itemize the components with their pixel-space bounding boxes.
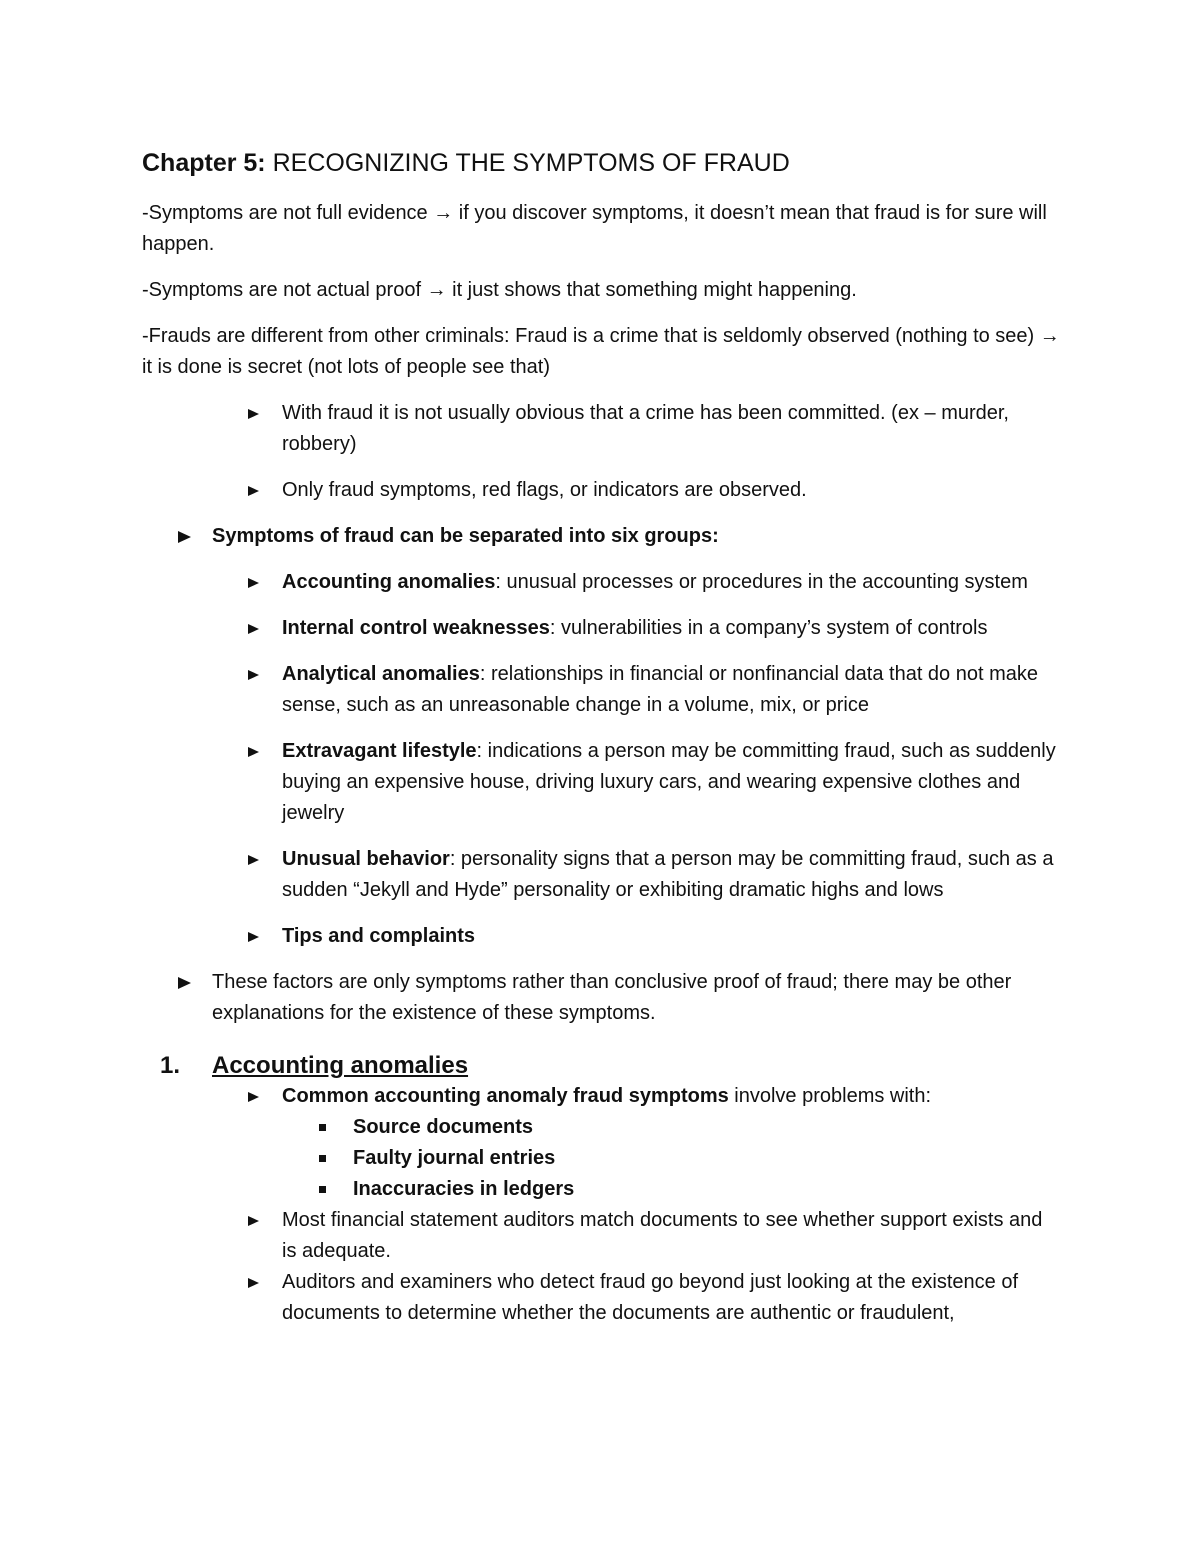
list-item: Source documents [142,1112,1062,1143]
arrow-bullet-icon [178,977,191,989]
groups-heading-list [142,521,1062,552]
section1-intro-list [142,1081,1062,1112]
arrow-bullet-icon [248,1278,259,1288]
arrow-bullet-icon [248,409,259,419]
list-item: Extravagant lifestyle: indications a person may be committing fraud, such as suddenly buying an expensive house, driving luxury cars, and wearing expensive clothes and jewelry [142,736,1062,829]
list-item: Inaccuracies in ledgers [142,1174,1062,1205]
arrow-bullet-icon [248,855,259,865]
chapter-title [142,146,1062,180]
section-title: Accounting anomalies [212,1052,469,1079]
arrow-bullet-icon [248,932,259,942]
fraud-groups-list [142,567,1062,952]
section1-bullets-list [142,1205,1062,1329]
arrow-bullet-icon [178,531,191,543]
arrow-bullet-icon [248,1092,259,1102]
list-item: Unusual behavior: personality signs that a person may be committing fraud, such as a sudden “Jekyll and Hyde” personality or exhibiting dramatic highs and lows [142,844,1062,906]
list-item: Only fraud symptoms, red flags, or indicators are observed. [142,475,1062,506]
factors-note-list [142,967,1062,1029]
arrow-bullet-icon [248,624,259,634]
chapter-title-lead: Chapter 5: [142,149,266,177]
crime-bullet-list [142,398,1062,506]
square-bullet-icon [319,1186,326,1193]
section-number: 1. [160,1052,181,1079]
paragraph-symptoms-evidence: -Symptoms are not full evidence → if you discover symptoms, it doesn’t mean that fraud is for sure will happen. [142,202,1047,255]
section-heading-accounting-anomalies [142,1051,1062,1081]
arrow-bullet-icon [248,747,259,757]
list-item [142,967,1062,1029]
chapter-title-rest: RECOGNIZING THE SYMPTOMS OF FRAUD [265,149,790,177]
arrow-bullet-icon [248,578,259,588]
square-bullet-icon [319,1155,326,1162]
section1-problems-list [142,1112,1062,1205]
document-content [142,146,1062,1329]
arrow-bullet-icon [248,670,259,680]
list-item: Common accounting anomaly fraud symptoms involve problems with: [142,1081,1062,1112]
list-item: Most financial statement auditors match documents to see whether support exists and is adequate. [142,1205,1062,1267]
list-item: Faulty journal entries [142,1143,1062,1174]
list-item: Tips and complaints [142,921,1062,952]
list-item [142,521,1062,552]
list-item: Internal control weaknesses: vulnerabilities in a company’s system of controls [142,613,1062,644]
paragraph-frauds-different: -Frauds are different from other criminals: Fraud is a crime that is seldomly observed (nothing to see) → it is done is secret (not lots of people see that) [142,325,1060,378]
groups-heading: Symptoms of fraud can be separated into six groups: [212,525,719,547]
arrow-bullet-icon [248,486,259,496]
factors-note: These factors are only symptoms rather than conclusive proof of fraud; there may be other explanations for the existence of these symptoms. [212,971,1012,1024]
arrow-bullet-icon [248,1216,259,1226]
square-bullet-icon [319,1124,326,1131]
list-item: Accounting anomalies: unusual processes or procedures in the accounting system [142,567,1062,598]
list-item: Analytical anomalies: relationships in financial or nonfinancial data that do not make sense, such as an unreasonable change in a volume, mix, or price [142,659,1062,721]
paragraph-symptoms-proof: -Symptoms are not actual proof → it just shows that something might happening. [142,279,857,301]
list-item: Auditors and examiners who detect fraud go beyond just looking at the existence of documents to determine whether the documents are authentic or fraudulent, [142,1267,1062,1329]
list-item: With fraud it is not usually obvious that a crime has been committed. (ex – murder, robbery) [142,398,1062,460]
